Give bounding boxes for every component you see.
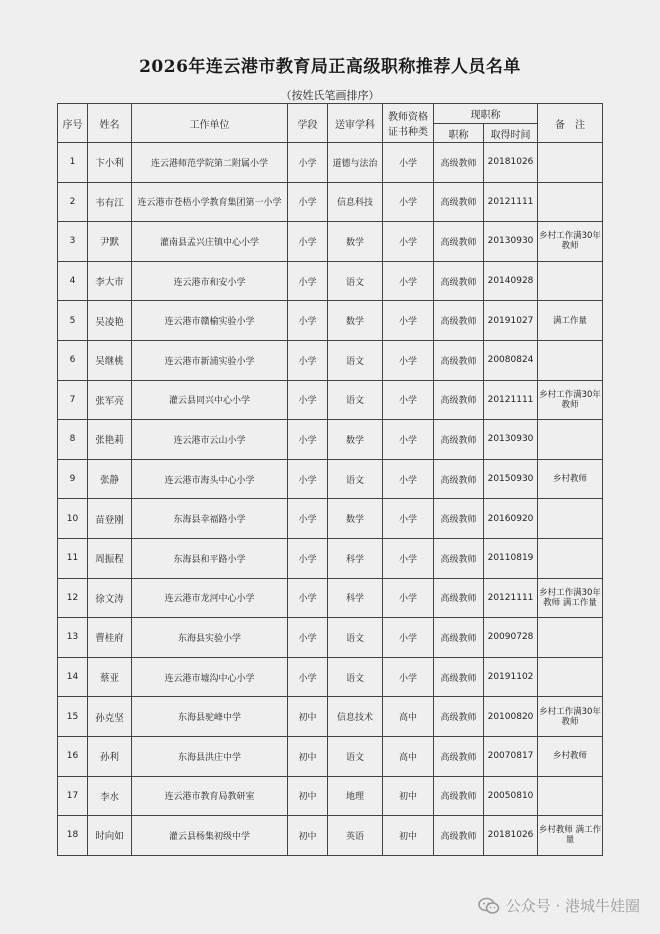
- cell-index: 8: [58, 420, 88, 460]
- cell-unit: 东海县幸福路小学: [132, 499, 288, 539]
- watermark: [478, 895, 640, 916]
- cell-stage: 小学: [288, 340, 328, 380]
- cell-title: 高级教师: [434, 697, 484, 737]
- cell-date: 20080824: [484, 340, 538, 380]
- cell-certificate: 小学: [383, 538, 434, 578]
- header-certificate-line2: 证书种类: [388, 127, 428, 138]
- cell-stage: 小学: [288, 301, 328, 341]
- table-row: [58, 776, 603, 816]
- header-subject: 送审学科: [328, 104, 383, 143]
- cell-title: 高级教师: [434, 816, 484, 856]
- cell-remark: [538, 538, 603, 578]
- cell-date: 20181026: [484, 816, 538, 856]
- cell-title: 高级教师: [434, 736, 484, 776]
- cell-name: 吴继桃: [88, 340, 132, 380]
- cell-unit: 连云港市墟沟中心小学: [132, 657, 288, 697]
- cell-subject: 道德与法治: [328, 143, 383, 183]
- cell-index: 13: [58, 618, 88, 658]
- cell-name: 李大市: [88, 261, 132, 301]
- cell-title: 高级教师: [434, 578, 484, 618]
- cell-subject: 语文: [328, 380, 383, 420]
- cell-remark: 乡村教师 满工作量: [538, 816, 603, 856]
- cell-unit: 连云港市教育局教研室: [132, 776, 288, 816]
- header-name: 姓名: [88, 104, 132, 143]
- cell-stage: 小学: [288, 538, 328, 578]
- cell-unit: 东海县驼峰中学: [132, 697, 288, 737]
- cell-date: 20090728: [484, 618, 538, 658]
- cell-certificate: 小学: [383, 578, 434, 618]
- cell-certificate: 小学: [383, 420, 434, 460]
- cell-name: 苗登刚: [88, 499, 132, 539]
- table-row: [58, 538, 603, 578]
- cell-unit: 灌云县杨集初级中学: [132, 816, 288, 856]
- table-row: [58, 578, 603, 618]
- table-row: [58, 143, 603, 183]
- cell-stage: 小学: [288, 420, 328, 460]
- cell-certificate: 小学: [383, 143, 434, 183]
- cell-remark: [538, 776, 603, 816]
- cell-index: 3: [58, 222, 88, 262]
- cell-index: 1: [58, 143, 88, 183]
- cell-name: 卞小利: [88, 143, 132, 183]
- table-row: [58, 657, 603, 697]
- cell-certificate: 高中: [383, 736, 434, 776]
- cell-stage: 小学: [288, 222, 328, 262]
- cell-unit: 东海县和平路小学: [132, 538, 288, 578]
- cell-subject: 语文: [328, 618, 383, 658]
- cell-remark: 乡村教师: [538, 459, 603, 499]
- cell-certificate: 小学: [383, 222, 434, 262]
- header-date: 取得时间: [484, 124, 538, 143]
- cell-certificate: 初中: [383, 816, 434, 856]
- cell-date: 20150930: [484, 459, 538, 499]
- table-row: [58, 736, 603, 776]
- cell-name: 时向如: [88, 816, 132, 856]
- cell-remark: 乡村工作满30年教师: [538, 380, 603, 420]
- cell-stage: 小学: [288, 657, 328, 697]
- cell-title: 高级教师: [434, 618, 484, 658]
- cell-subject: 地理: [328, 776, 383, 816]
- table-row: [58, 182, 603, 222]
- cell-date: 20100820: [484, 697, 538, 737]
- cell-date: 20181026: [484, 143, 538, 183]
- cell-stage: 初中: [288, 736, 328, 776]
- cell-index: 5: [58, 301, 88, 341]
- header-certificate-line1: 教师资格: [388, 112, 428, 123]
- cell-subject: 信息技术: [328, 697, 383, 737]
- cell-remark: [538, 618, 603, 658]
- cell-title: 高级教师: [434, 776, 484, 816]
- cell-title: 高级教师: [434, 182, 484, 222]
- cell-date: 20121111: [484, 380, 538, 420]
- cell-certificate: 初中: [383, 776, 434, 816]
- cell-stage: 初中: [288, 697, 328, 737]
- cell-name: 张军亮: [88, 380, 132, 420]
- cell-name: 孙利: [88, 736, 132, 776]
- cell-unit: 灌云县同兴中心小学: [132, 380, 288, 420]
- cell-subject: 科学: [328, 578, 383, 618]
- header-unit: 工作单位: [132, 104, 288, 143]
- header-remark: 备 注: [538, 104, 603, 143]
- cell-certificate: 小学: [383, 459, 434, 499]
- cell-name: 张艳莉: [88, 420, 132, 460]
- cell-subject: 数学: [328, 420, 383, 460]
- cell-name: 吴凌艳: [88, 301, 132, 341]
- cell-remark: 满工作量: [538, 301, 603, 341]
- cell-unit: 连云港市苍梧小学教育集团第一小学: [132, 182, 288, 222]
- cell-date: 20121111: [484, 578, 538, 618]
- cell-unit: 连云港市和安小学: [132, 261, 288, 301]
- cell-unit: 连云港市新浦实验小学: [132, 340, 288, 380]
- cell-unit: 连云港市龙河中心小学: [132, 578, 288, 618]
- cell-date: 20130930: [484, 222, 538, 262]
- cell-date: 20070817: [484, 736, 538, 776]
- cell-name: 尹默: [88, 222, 132, 262]
- cell-remark: [538, 340, 603, 380]
- cell-name: 李水: [88, 776, 132, 816]
- cell-index: 15: [58, 697, 88, 737]
- cell-date: 20160920: [484, 499, 538, 539]
- cell-index: 2: [58, 182, 88, 222]
- cell-unit: 连云港市云山小学: [132, 420, 288, 460]
- table-row: [58, 301, 603, 341]
- cell-name: 张静: [88, 459, 132, 499]
- header-title: 职称: [434, 124, 484, 143]
- cell-certificate: 小学: [383, 618, 434, 658]
- cell-remark: [538, 657, 603, 697]
- cell-title: 高级教师: [434, 380, 484, 420]
- cell-unit: 灌南县孟兴庄镇中心小学: [132, 222, 288, 262]
- cell-subject: 英语: [328, 816, 383, 856]
- cell-unit: 连云港市赣榆实验小学: [132, 301, 288, 341]
- cell-stage: 小学: [288, 182, 328, 222]
- cell-remark: [538, 420, 603, 460]
- table-row: [58, 816, 603, 856]
- table-row: [58, 380, 603, 420]
- cell-index: 14: [58, 657, 88, 697]
- cell-title: 高级教师: [434, 222, 484, 262]
- cell-date: 20121111: [484, 182, 538, 222]
- cell-title: 高级教师: [434, 499, 484, 539]
- cell-remark: 乡村工作满30年教师: [538, 697, 603, 737]
- header-index: 序号: [58, 104, 88, 143]
- cell-certificate: 小学: [383, 657, 434, 697]
- cell-remark: [538, 182, 603, 222]
- header-certificate: [383, 104, 434, 143]
- cell-certificate: 小学: [383, 340, 434, 380]
- table-row: [58, 222, 603, 262]
- cell-certificate: 小学: [383, 301, 434, 341]
- cell-title: 高级教师: [434, 261, 484, 301]
- document-title: 2026年连云港市教育局正高级职称推荐人员名单: [139, 57, 521, 77]
- cell-stage: 小学: [288, 380, 328, 420]
- table-row: [58, 697, 603, 737]
- cell-title: 高级教师: [434, 143, 484, 183]
- cell-stage: 小学: [288, 261, 328, 301]
- cell-certificate: 小学: [383, 261, 434, 301]
- cell-index: 11: [58, 538, 88, 578]
- cell-index: 12: [58, 578, 88, 618]
- cell-subject: 数学: [328, 222, 383, 262]
- cell-date: 20140928: [484, 261, 538, 301]
- cell-subject: 信息科技: [328, 182, 383, 222]
- wechat-icon: [478, 897, 500, 915]
- cell-title: 高级教师: [434, 301, 484, 341]
- table-body: [58, 143, 603, 856]
- cell-index: 10: [58, 499, 88, 539]
- table-row: [58, 340, 603, 380]
- cell-unit: 连云港师范学院第二附属小学: [132, 143, 288, 183]
- cell-subject: 数学: [328, 301, 383, 341]
- cell-remark: 乡村教师: [538, 736, 603, 776]
- table-row: [58, 459, 603, 499]
- cell-subject: 数学: [328, 499, 383, 539]
- cell-name: 孙克坚: [88, 697, 132, 737]
- cell-name: 蔡亚: [88, 657, 132, 697]
- table-row: [58, 261, 603, 301]
- cell-certificate: 小学: [383, 182, 434, 222]
- header-stage: 学段: [288, 104, 328, 143]
- cell-name: 徐文涛: [88, 578, 132, 618]
- cell-subject: 语文: [328, 657, 383, 697]
- cell-index: 6: [58, 340, 88, 380]
- cell-subject: 语文: [328, 340, 383, 380]
- cell-certificate: 小学: [383, 499, 434, 539]
- cell-index: 17: [58, 776, 88, 816]
- cell-stage: 初中: [288, 816, 328, 856]
- cell-stage: 小学: [288, 499, 328, 539]
- cell-title: 高级教师: [434, 340, 484, 380]
- cell-date: 20191102: [484, 657, 538, 697]
- cell-index: 16: [58, 736, 88, 776]
- cell-title: 高级教师: [434, 538, 484, 578]
- cell-name: 周振程: [88, 538, 132, 578]
- recommendation-table: [57, 103, 603, 856]
- cell-remark: [538, 499, 603, 539]
- cell-unit: 东海县洪庄中学: [132, 736, 288, 776]
- cell-date: 20191027: [484, 301, 538, 341]
- header-current-title: 现职称: [434, 104, 538, 124]
- cell-unit: 连云港市海头中心小学: [132, 459, 288, 499]
- cell-title: 高级教师: [434, 420, 484, 460]
- cell-date: 20110819: [484, 538, 538, 578]
- table-row: [58, 420, 603, 460]
- cell-stage: 初中: [288, 776, 328, 816]
- table-row: [58, 618, 603, 658]
- cell-title: 高级教师: [434, 459, 484, 499]
- cell-index: 18: [58, 816, 88, 856]
- cell-unit: 东海县实验小学: [132, 618, 288, 658]
- cell-name: 韦有江: [88, 182, 132, 222]
- cell-stage: 小学: [288, 143, 328, 183]
- cell-subject: 语文: [328, 261, 383, 301]
- table-row: [58, 499, 603, 539]
- cell-remark: [538, 143, 603, 183]
- watermark-text: 公众号 · 港城牛娃圈: [505, 897, 640, 915]
- cell-certificate: 小学: [383, 380, 434, 420]
- cell-subject: 科学: [328, 538, 383, 578]
- cell-stage: 小学: [288, 578, 328, 618]
- document-subtitle: （按姓氏笔画排序）: [280, 89, 380, 102]
- cell-subject: 语文: [328, 459, 383, 499]
- cell-name: 曹桂府: [88, 618, 132, 658]
- cell-index: 9: [58, 459, 88, 499]
- cell-remark: [538, 261, 603, 301]
- cell-stage: 小学: [288, 618, 328, 658]
- cell-date: 20050810: [484, 776, 538, 816]
- cell-remark: 乡村工作满30年教师 满工作量: [538, 578, 603, 618]
- cell-index: 7: [58, 380, 88, 420]
- cell-certificate: 高中: [383, 697, 434, 737]
- cell-remark: 乡村工作满30年教师: [538, 222, 603, 262]
- cell-index: 4: [58, 261, 88, 301]
- cell-subject: 语文: [328, 736, 383, 776]
- cell-stage: 小学: [288, 459, 328, 499]
- cell-date: 20130930: [484, 420, 538, 460]
- cell-title: 高级教师: [434, 657, 484, 697]
